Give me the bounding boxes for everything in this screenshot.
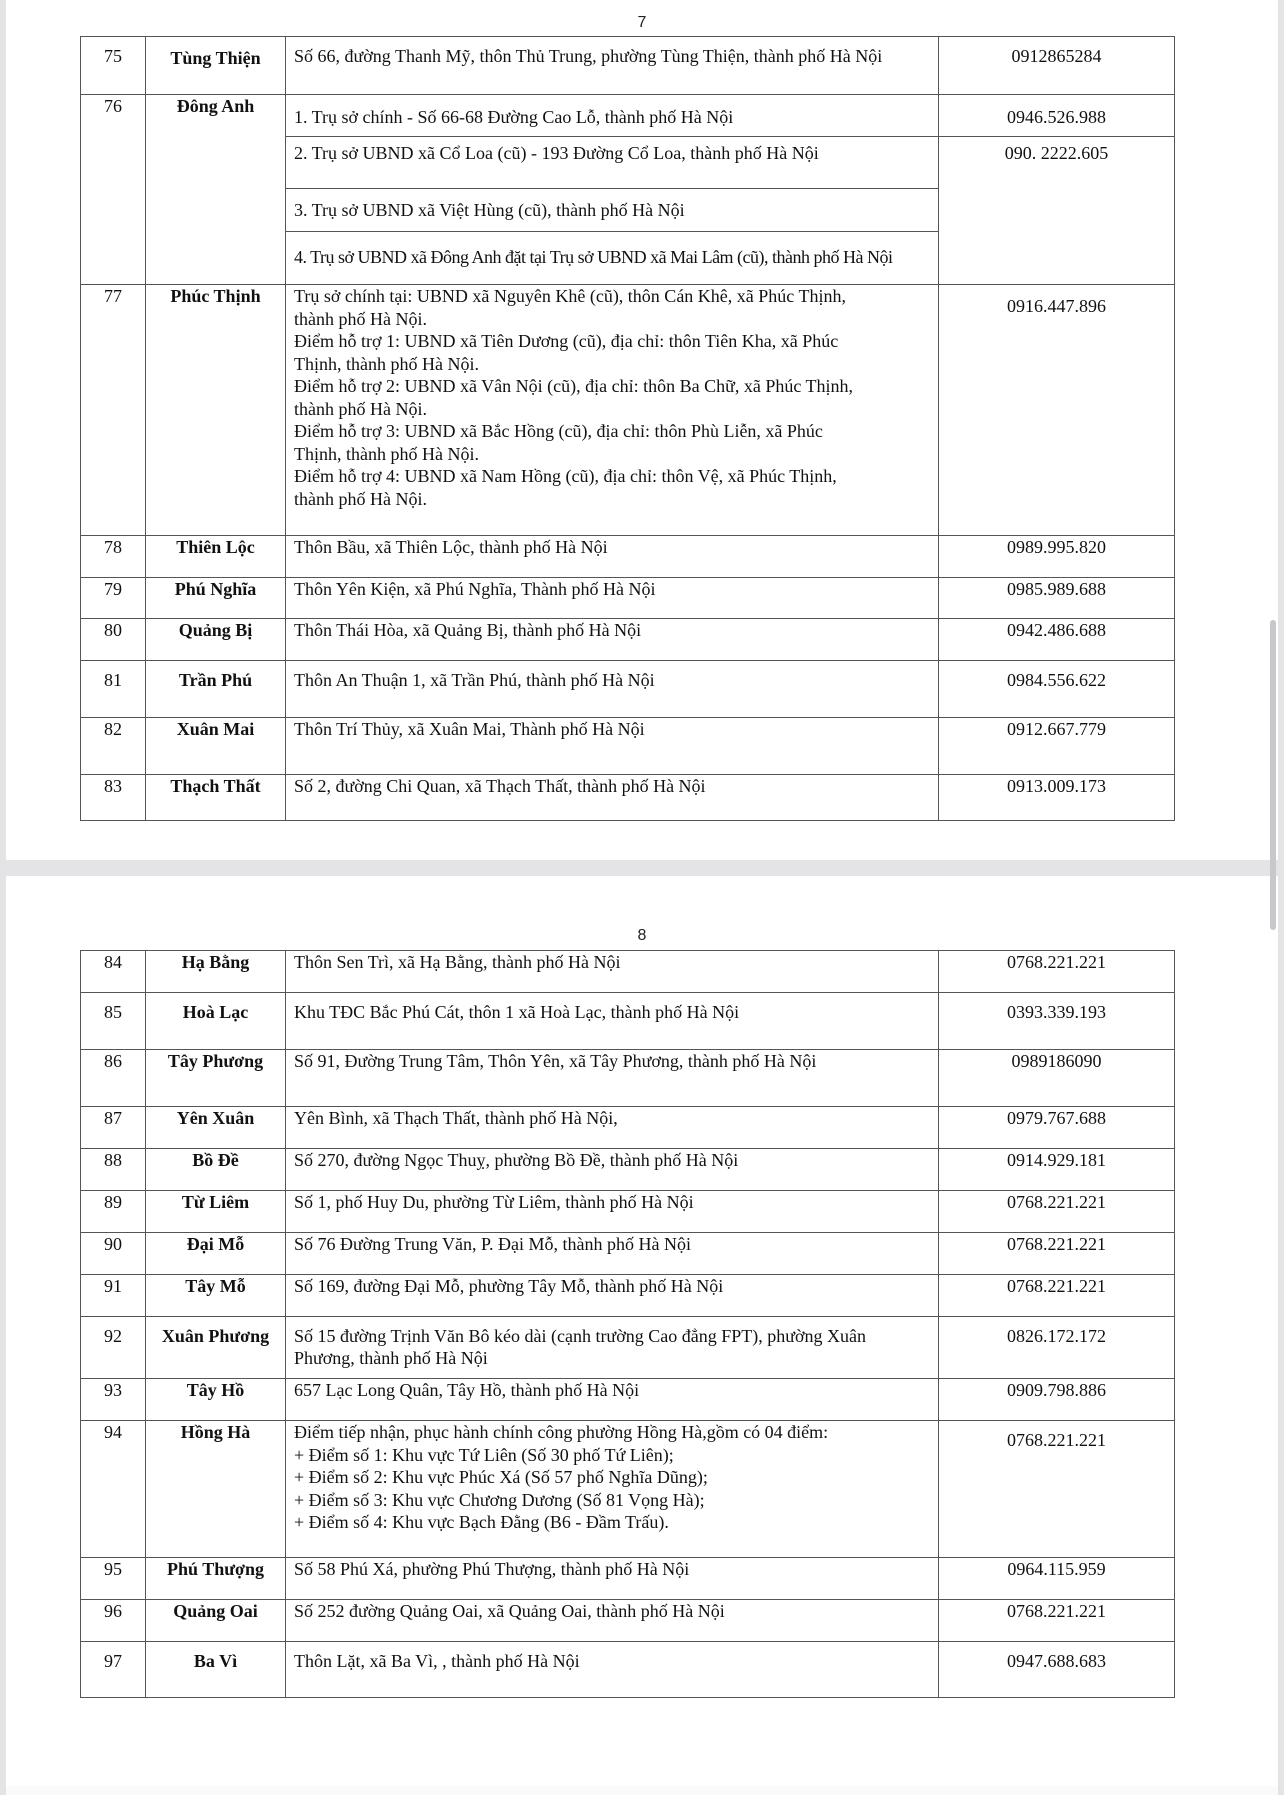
phone-number: 0989186090 bbox=[939, 1050, 1175, 1107]
table-row bbox=[81, 718, 1175, 775]
address: Số 66, đường Thanh Mỹ, thôn Thủ Trung, phường Tùng Thiện, thành phố Hà Nội bbox=[286, 37, 939, 95]
phone-number: 0946.526.988 bbox=[939, 95, 1175, 137]
phone-number: 090. 2222.605 bbox=[939, 137, 1175, 285]
phone-number: 0768.221.221 bbox=[939, 951, 1175, 993]
table-row bbox=[81, 993, 1175, 1050]
row-number: 96 bbox=[81, 1600, 146, 1642]
phone-number: 0768.221.221 bbox=[939, 1191, 1175, 1233]
row-number: 84 bbox=[81, 951, 146, 993]
ward-name: Đại Mỗ bbox=[146, 1233, 286, 1275]
row-number: 94 bbox=[81, 1421, 146, 1558]
row-number: 87 bbox=[81, 1107, 146, 1149]
address: 657 Lạc Long Quân, Tây Hồ, thành phố Hà Nội bbox=[286, 1379, 939, 1421]
phone-number: 0768.221.221 bbox=[939, 1421, 1175, 1558]
phone-number: 0768.221.221 bbox=[939, 1275, 1175, 1317]
office-table-page-8 bbox=[80, 950, 1175, 1698]
ward-name: Hoà Lạc bbox=[146, 993, 286, 1050]
ward-name: Phú Nghĩa bbox=[146, 578, 286, 619]
ward-name: Trần Phú bbox=[146, 661, 286, 718]
address: Số 252 đường Quảng Oai, xã Quảng Oai, thành phố Hà Nội bbox=[286, 1600, 939, 1642]
address-line: + Điểm số 1: Khu vực Tứ Liên (Số 30 phố Tứ Liên); bbox=[294, 1444, 674, 1465]
scrollbar-thumb[interactable] bbox=[1270, 620, 1276, 930]
table-row bbox=[81, 1149, 1175, 1191]
table-row bbox=[81, 619, 1175, 661]
phone-number: 0984.556.622 bbox=[939, 661, 1175, 718]
address: Thôn Trí Thủy, xã Xuân Mai, Thành phố Hà Nội bbox=[286, 718, 939, 775]
address-line: + Điểm số 4: Khu vực Bạch Đằng (B6 - Đầm Trấu). bbox=[294, 1512, 669, 1532]
address: 2. Trụ sở UBND xã Cổ Loa (cũ) - 193 Đường Cổ Loa, thành phố Hà Nội bbox=[286, 137, 939, 189]
address-line: thành phố Hà Nội. bbox=[294, 308, 427, 329]
address: Thôn An Thuận 1, xã Trần Phú, thành phố Hà Nội bbox=[286, 661, 939, 718]
address: Thôn Bầu, xã Thiên Lộc, thành phố Hà Nội bbox=[286, 536, 939, 578]
address-line: Số 15 đường Trịnh Văn Bô kéo dài (cạnh trường Cao đẳng FPT), phường Xuân bbox=[294, 1326, 866, 1346]
address: 1. Trụ sở chính - Số 66-68 Đường Cao Lỗ, thành phố Hà Nội bbox=[286, 95, 939, 137]
table-row bbox=[81, 775, 1175, 821]
row-number: 93 bbox=[81, 1379, 146, 1421]
address-line: + Điểm số 2: Khu vực Phúc Xá (Số 57 phố Nghĩa Dũng); bbox=[294, 1467, 708, 1487]
phone-number: 0989.995.820 bbox=[939, 536, 1175, 578]
address: 4. Trụ sở UBND xã Đông Anh đặt tại Trụ sở UBND xã Mai Lâm (cũ), thành phố Hà Nội bbox=[286, 232, 939, 285]
phone-number: 0964.115.959 bbox=[939, 1558, 1175, 1600]
ward-name: Phú Thượng bbox=[146, 1558, 286, 1600]
address-line: Điểm hỗ trợ 3: UBND xã Bắc Hồng (cũ), địa chỉ: thôn Phù Liễn, xã Phúc bbox=[294, 421, 823, 441]
table-row bbox=[81, 536, 1175, 578]
row-number: 92 bbox=[81, 1317, 146, 1379]
ward-name: Tùng Thiện bbox=[146, 37, 286, 95]
address-line: Phương, thành phố Hà Nội bbox=[294, 1348, 488, 1368]
phone-number: 0768.221.221 bbox=[939, 1233, 1175, 1275]
address: Số 1, phố Huy Du, phường Từ Liêm, thành phố Hà Nội bbox=[286, 1191, 939, 1233]
address: Số 2, đường Chi Quan, xã Thạch Thất, thành phố Hà Nội bbox=[286, 775, 939, 821]
ward-name: Yên Xuân bbox=[146, 1107, 286, 1149]
row-number: 76 bbox=[81, 95, 146, 285]
next-page-edge bbox=[6, 1786, 1278, 1795]
address bbox=[286, 285, 939, 536]
address-line: Điểm hỗ trợ 2: UBND xã Vân Nội (cũ), địa chỉ: thôn Ba Chữ, xã Phúc Thịnh, bbox=[294, 376, 854, 396]
address: Thôn Yên Kiện, xã Phú Nghĩa, Thành phố Hà Nội bbox=[286, 578, 939, 619]
phone-number: 0985.989.688 bbox=[939, 578, 1175, 619]
phone-number: 0912865284 bbox=[939, 37, 1175, 95]
table-row bbox=[81, 1191, 1175, 1233]
address-line: thành phố Hà Nội. bbox=[294, 398, 427, 419]
row-number: 85 bbox=[81, 993, 146, 1050]
address: Thôn Sen Trì, xã Hạ Bằng, thành phố Hà Nội bbox=[286, 951, 939, 993]
ward-name: Quảng Bị bbox=[146, 619, 286, 661]
document-page-7 bbox=[6, 0, 1278, 860]
row-number: 86 bbox=[81, 1050, 146, 1107]
address bbox=[286, 1421, 939, 1558]
address: 3. Trụ sở UBND xã Việt Hùng (cũ), thành phố Hà Nội bbox=[286, 189, 939, 232]
document-page-8 bbox=[6, 876, 1278, 1786]
phone-number: 0768.221.221 bbox=[939, 1600, 1175, 1642]
address-line: Điểm tiếp nhận, phục hành chính công phường Hồng Hà,gồm có 04 điểm: bbox=[294, 1422, 829, 1442]
table-row bbox=[81, 661, 1175, 718]
address: Số 91, Đường Trung Tâm, Thôn Yên, xã Tây Phương, thành phố Hà Nội bbox=[286, 1050, 939, 1107]
ward-name: Đông Anh bbox=[146, 95, 286, 285]
row-number: 91 bbox=[81, 1275, 146, 1317]
phone-number: 0947.688.683 bbox=[939, 1642, 1175, 1698]
address: Thôn Lặt, xã Ba Vì, , thành phố Hà Nội bbox=[286, 1642, 939, 1698]
address: Yên Bình, xã Thạch Thất, thành phố Hà Nội, bbox=[286, 1107, 939, 1149]
row-number: 78 bbox=[81, 536, 146, 578]
address-line: Trụ sở chính tại: UBND xã Nguyên Khê (cũ), thôn Cán Khê, xã Phúc Thịnh, bbox=[294, 286, 846, 306]
table-row bbox=[81, 1233, 1175, 1275]
row-number: 81 bbox=[81, 661, 146, 718]
row-number: 75 bbox=[81, 37, 146, 95]
table-row bbox=[81, 285, 1175, 536]
address: Khu TĐC Bắc Phú Cát, thôn 1 xã Hoà Lạc, thành phố Hà Nội bbox=[286, 993, 939, 1050]
address-line: Thịnh, thành phố Hà Nội. bbox=[294, 443, 479, 464]
ward-name: Thạch Thất bbox=[146, 775, 286, 821]
address-line: Điểm hỗ trợ 1: UBND xã Tiên Dương (cũ), địa chỉ: thôn Tiên Kha, xã Phúc bbox=[294, 331, 839, 351]
phone-number: 0913.009.173 bbox=[939, 775, 1175, 821]
page-number: 7 bbox=[637, 14, 647, 31]
address bbox=[286, 1317, 939, 1379]
office-table-page-7 bbox=[80, 36, 1175, 821]
ward-name: Phúc Thịnh bbox=[146, 285, 286, 536]
table-row bbox=[81, 1275, 1175, 1317]
address-line: Điểm hỗ trợ 4: UBND xã Nam Hồng (cũ), địa chỉ: thôn Vệ, xã Phúc Thịnh, bbox=[294, 466, 837, 486]
ward-name: Xuân Mai bbox=[146, 718, 286, 775]
ward-name: Xuân Phương bbox=[146, 1317, 286, 1379]
address: Số 58 Phú Xá, phường Phú Thượng, thành phố Hà Nội bbox=[286, 1558, 939, 1600]
table-row bbox=[81, 1558, 1175, 1600]
row-number: 89 bbox=[81, 1191, 146, 1233]
phone-number: 0914.929.181 bbox=[939, 1149, 1175, 1191]
ward-name: Ba Vì bbox=[146, 1642, 286, 1698]
ward-name: Tây Hồ bbox=[146, 1379, 286, 1421]
row-number: 88 bbox=[81, 1149, 146, 1191]
row-number: 95 bbox=[81, 1558, 146, 1600]
ward-name: Hồng Hà bbox=[146, 1421, 286, 1558]
table-row bbox=[81, 95, 1175, 137]
row-number: 80 bbox=[81, 619, 146, 661]
table-row bbox=[81, 1421, 1175, 1558]
ward-name: Từ Liêm bbox=[146, 1191, 286, 1233]
table-row bbox=[81, 1317, 1175, 1379]
table-row bbox=[81, 1642, 1175, 1698]
table-row bbox=[81, 578, 1175, 619]
phone-number: 0912.667.779 bbox=[939, 718, 1175, 775]
table-row bbox=[81, 1050, 1175, 1107]
row-number: 82 bbox=[81, 718, 146, 775]
address: Thôn Thái Hòa, xã Quảng Bị, thành phố Hà Nội bbox=[286, 619, 939, 661]
address-line: thành phố Hà Nội. bbox=[294, 488, 427, 509]
phone-number: 0393.339.193 bbox=[939, 993, 1175, 1050]
row-number: 77 bbox=[81, 285, 146, 536]
address: Số 169, đường Đại Mỗ, phường Tây Mỗ, thành phố Hà Nội bbox=[286, 1275, 939, 1317]
table-row bbox=[81, 1600, 1175, 1642]
ward-name: Tây Phương bbox=[146, 1050, 286, 1107]
address: Số 76 Đường Trung Văn, P. Đại Mỗ, thành phố Hà Nội bbox=[286, 1233, 939, 1275]
ward-name: Tây Mỗ bbox=[146, 1275, 286, 1317]
phone-number: 0909.798.886 bbox=[939, 1379, 1175, 1421]
row-number: 79 bbox=[81, 578, 146, 619]
ward-name: Bồ Đề bbox=[146, 1149, 286, 1191]
table-row bbox=[81, 1379, 1175, 1421]
phone-number: 0942.486.688 bbox=[939, 619, 1175, 661]
table-row bbox=[81, 37, 1175, 95]
page-number: 8 bbox=[637, 927, 647, 944]
ward-name: Quảng Oai bbox=[146, 1600, 286, 1642]
phone-number: 0916.447.896 bbox=[939, 285, 1175, 536]
address-line: + Điểm số 3: Khu vực Chương Dương (Số 81 Vọng Hà); bbox=[294, 1489, 705, 1510]
address: Số 270, đường Ngọc Thuỵ, phường Bồ Đề, thành phố Hà Nội bbox=[286, 1149, 939, 1191]
phone-number: 0826.172.172 bbox=[939, 1317, 1175, 1379]
row-number: 90 bbox=[81, 1233, 146, 1275]
table-row bbox=[81, 951, 1175, 993]
ward-name: Thiên Lộc bbox=[146, 536, 286, 578]
row-number: 83 bbox=[81, 775, 146, 821]
ward-name: Hạ Bằng bbox=[146, 951, 286, 993]
phone-number: 0979.767.688 bbox=[939, 1107, 1175, 1149]
row-number: 97 bbox=[81, 1642, 146, 1698]
table-row bbox=[81, 1107, 1175, 1149]
address-line: Thịnh, thành phố Hà Nội. bbox=[294, 353, 479, 374]
